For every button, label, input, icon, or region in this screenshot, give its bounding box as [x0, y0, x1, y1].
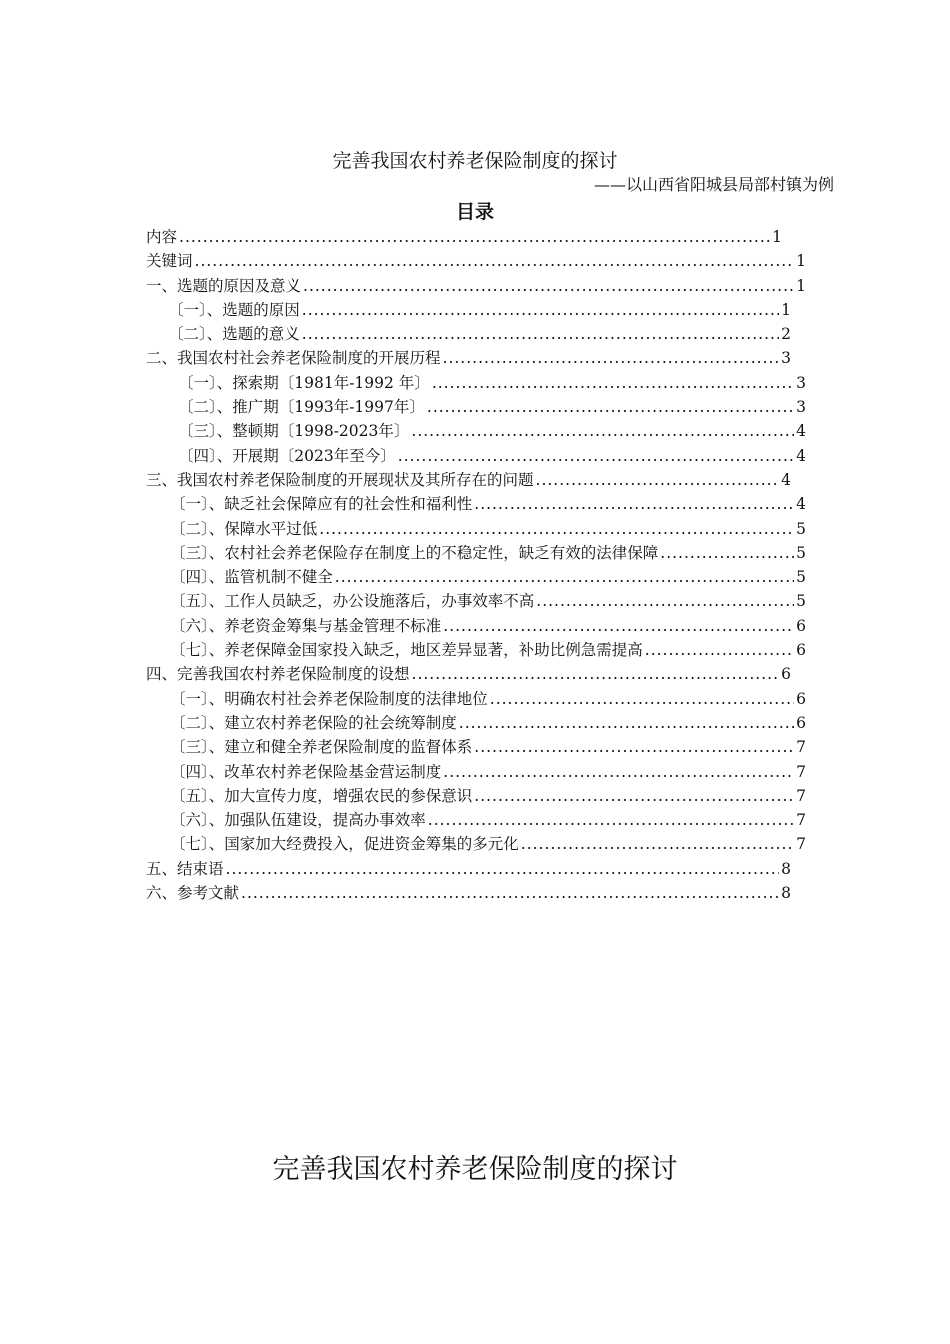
toc-entry-section-1-1[interactable]: [146, 298, 791, 322]
toc-entry-page: 8: [781, 859, 791, 878]
toc-entry-label: 〔四〕、改革农村养老保险基金营运制度: [170, 762, 442, 781]
toc-entry-page: 3: [796, 373, 806, 392]
toc-entry-page: 6: [796, 689, 806, 708]
toc-entry-section-4[interactable]: [146, 662, 791, 686]
toc-entry-label: 〔一〕、缺乏社会保障应有的社会性和福利性: [170, 495, 473, 514]
toc-entry-label: 〔三〕、建立和健全养老保险制度的监督体系: [170, 738, 473, 757]
toc-entry-label: 一、选题的原因及意义: [146, 276, 302, 295]
toc-entry-page: 1: [772, 228, 782, 246]
toc-entry-label: 〔三〕、整顿期〔1998-2023年〕: [178, 422, 410, 441]
toc-entry-section-3-2[interactable]: [146, 517, 806, 541]
toc-leader-dots: [443, 346, 780, 370]
toc-entry-page: 4: [796, 495, 806, 514]
toc-entry-section-6[interactable]: [146, 881, 791, 905]
toc-entry-section-3-1[interactable]: [146, 492, 806, 516]
toc-leader-dots: [459, 711, 794, 735]
toc-entry-section-3-7[interactable]: [146, 638, 806, 662]
toc-entry-section-2-4[interactable]: [146, 444, 806, 468]
toc-entry-page: 7: [796, 738, 806, 757]
toc-entry-section-4-4[interactable]: [146, 760, 806, 784]
toc-entry-section-2-2[interactable]: [146, 395, 806, 419]
toc-entry-label: 〔六〕、加强队伍建设，提高办事效率: [170, 811, 426, 830]
document-title: 完善我国农村养老保险制度的探讨: [332, 150, 618, 172]
toc-leader-dots: [536, 589, 794, 613]
toc-leader-dots: [432, 371, 794, 395]
toc-leader-dots: [195, 249, 795, 273]
toc-entry-section-4-2[interactable]: [146, 711, 806, 735]
toc-entry-label: 〔四〕、开展期〔2023年至今〕: [178, 446, 396, 465]
table-of-contents: [146, 225, 806, 905]
toc-leader-dots: [443, 760, 794, 784]
toc-entry-content[interactable]: [146, 225, 782, 249]
toc-entry-section-3[interactable]: [146, 468, 791, 492]
toc-leader-dots: [319, 517, 794, 541]
toc-entry-section-5[interactable]: [146, 857, 791, 881]
toc-entry-section-1-2[interactable]: [146, 322, 791, 346]
toc-leader-dots: [398, 444, 794, 468]
toc-entry-label: 〔四〕、监管机制不健全: [170, 568, 333, 587]
toc-entry-label: 〔六〕、养老资金筹集与基金管理不标准: [170, 616, 442, 635]
toc-entry-page: 2: [781, 325, 791, 344]
toc-entry-label: 五、结束语: [146, 859, 224, 878]
toc-entry-page: 4: [796, 422, 806, 441]
toc-entry-section-4-5[interactable]: [146, 784, 806, 808]
toc-entry-page: 1: [796, 276, 806, 295]
toc-leader-dots: [490, 687, 794, 711]
toc-entry-page: 6: [796, 641, 806, 660]
toc-entry-page: 6: [796, 713, 806, 732]
toc-entry-page: 7: [796, 786, 806, 805]
toc-entry-page: 3: [796, 398, 806, 417]
toc-entry-section-1[interactable]: [146, 274, 806, 298]
toc-entry-section-2-3[interactable]: [146, 419, 806, 443]
toc-entry-page: 5: [796, 592, 806, 611]
toc-entry-section-3-4[interactable]: [146, 565, 806, 589]
body-title: 完善我国农村养老保险制度的探讨: [272, 1154, 678, 1185]
toc-entry-label: 〔二〕、推广期〔1993年-1997年〕: [178, 398, 425, 417]
toc-entry-keywords[interactable]: [146, 249, 806, 273]
toc-entry-section-2-1[interactable]: [146, 371, 806, 395]
toc-entry-section-4-7[interactable]: [146, 832, 806, 856]
toc-leader-dots: [521, 832, 794, 856]
toc-entry-section-4-1[interactable]: [146, 687, 806, 711]
toc-entry-label: 六、参考文献: [146, 884, 240, 903]
toc-entry-label: 〔一〕、探索期〔1981年-1992 年〕: [178, 373, 430, 392]
toc-entry-section-3-3[interactable]: [146, 541, 806, 565]
toc-entry-label: 〔三〕、农村社会养老保险存在制度上的不稳定性，缺乏有效的法律保障: [170, 543, 659, 562]
toc-leader-dots: [660, 541, 794, 565]
toc-leader-dots: [226, 857, 780, 881]
toc-leader-dots: [302, 298, 779, 322]
toc-entry-label: 二、我国农村社会养老保险制度的开展历程: [146, 349, 441, 368]
toc-leader-dots: [474, 784, 794, 808]
toc-entry-label: 〔七〕、养老保障金国家投入缺乏，地区差异显著，补助比例急需提高: [170, 641, 643, 660]
toc-heading: 目录: [455, 201, 494, 223]
toc-entry-page: 6: [781, 665, 791, 684]
toc-entry-label: 〔七〕、国家加大经费投入，促进资金筹集的多元化: [170, 835, 519, 854]
toc-entry-page: 5: [796, 543, 806, 562]
toc-entry-page: 6: [796, 616, 806, 635]
toc-entry-page: 4: [796, 446, 806, 465]
toc-entry-section-3-6[interactable]: [146, 614, 806, 638]
toc-entry-page: 4: [781, 470, 791, 489]
toc-entry-page: 7: [796, 835, 806, 854]
toc-leader-dots: [335, 565, 794, 589]
toc-entry-label: 四、完善我国农村养老保险制度的设想: [146, 665, 410, 684]
toc-entry-page: 7: [796, 811, 806, 830]
toc-leader-dots: [427, 395, 794, 419]
toc-entry-page: 8: [781, 884, 791, 903]
toc-leader-dots: [303, 274, 794, 298]
toc-entry-label: 〔二〕、保障水平过低: [170, 519, 318, 538]
toc-entry-label: 〔二〕、建立农村养老保险的社会统筹制度: [170, 713, 457, 732]
toc-entry-label: 〔一〕、明确农村社会养老保险制度的法律地位: [170, 689, 488, 708]
toc-leader-dots: [474, 735, 794, 759]
toc-entry-page: 5: [796, 519, 806, 538]
toc-leader-dots: [474, 492, 794, 516]
toc-entry-page: 5: [796, 568, 806, 587]
toc-leader-dots: [428, 808, 794, 832]
toc-entry-page: 1: [781, 300, 791, 319]
toc-leader-dots: [536, 468, 780, 492]
toc-leader-dots: [443, 614, 794, 638]
toc-entry-label: 关键词: [146, 252, 193, 271]
toc-leader-dots: [645, 638, 794, 662]
toc-entry-section-4-3[interactable]: [146, 735, 806, 759]
toc-entry-label: 三、我国农村养老保险制度的开展现状及其所存在的问题: [146, 470, 534, 489]
toc-entry-label: 〔五〕、加大宣传力度，增强农民的参保意识: [170, 786, 473, 805]
toc-leader-dots: [412, 662, 780, 686]
toc-entry-section-2[interactable]: [146, 346, 791, 370]
document-subtitle: ——以山西省阳城县局部村镇为例: [593, 175, 834, 194]
toc-entry-label: 〔一〕、选题的原因: [168, 300, 300, 319]
toc-entry-label: 〔二〕、选题的意义: [168, 325, 300, 344]
toc-leader-dots: [302, 322, 779, 346]
toc-leader-dots: [241, 881, 779, 905]
toc-entry-label: 〔五〕、工作人员缺乏，办公设施落后，办事效率不高: [170, 592, 535, 611]
toc-leader-dots: [179, 225, 770, 249]
toc-entry-label: 内容: [146, 228, 178, 246]
toc-entry-section-3-5[interactable]: [146, 589, 806, 613]
toc-entry-page: 1: [796, 252, 806, 271]
toc-leader-dots: [411, 419, 794, 443]
toc-entry-section-4-6[interactable]: [146, 808, 806, 832]
toc-entry-page: 3: [781, 349, 791, 368]
toc-entry-page: 7: [796, 762, 806, 781]
